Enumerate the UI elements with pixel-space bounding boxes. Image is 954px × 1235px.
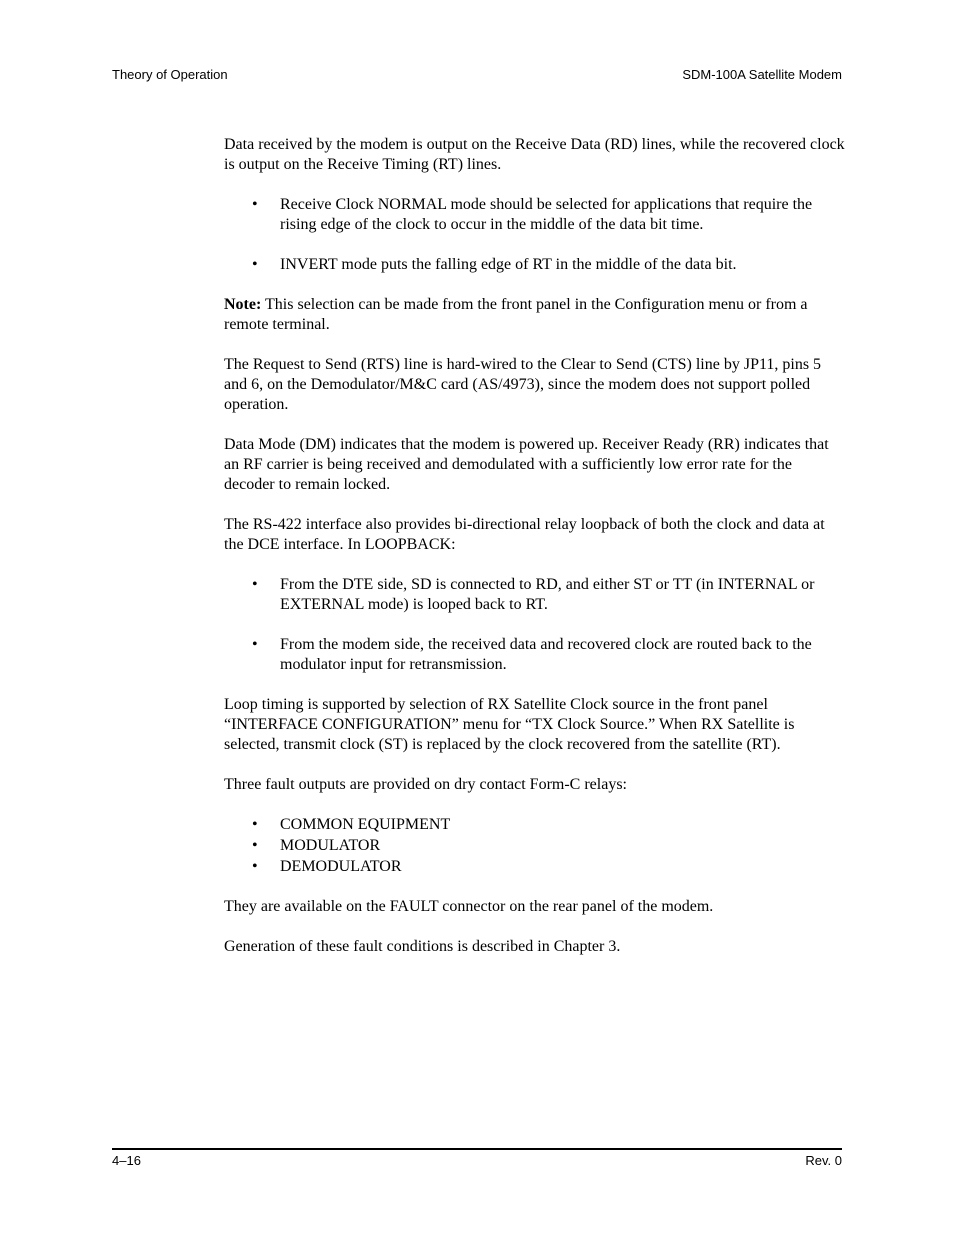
list-item-text: MODULATOR [280, 837, 381, 854]
list-item [224, 195, 846, 235]
paragraph-fault-conditions: Generation of these fault conditions is described in Chapter 3. [224, 938, 621, 955]
paragraph-receive-data: Data received by the modem is output on the Receive Data (RD) lines, while the recovered clock is output on the Receive Timing (RT) lines. [224, 136, 845, 173]
list-item-text: COMMON EQUIPMENT [280, 816, 451, 833]
loopback-list [224, 575, 846, 675]
paragraph-loopback: The RS-422 interface also provides bi-directional relay loopback of both the clock and data at the DCE interface. In LOOPBACK: [224, 516, 825, 553]
list-item [224, 635, 846, 675]
receive-clock-list [224, 195, 846, 275]
list-item-text: From the DTE side, SD is connected to RD, and either ST or TT (in INTERNAL or EXTERNAL mode) is looped back to RT. [280, 576, 815, 613]
list-item-text: Receive Clock NORMAL mode should be selected for applications that require the rising edge of the clock to occur in the middle of the data bit time. [280, 196, 813, 233]
header-document-title: SDM-100A Satellite Modem [682, 67, 842, 82]
page-footer [112, 1148, 842, 1168]
note-label: Note: [224, 296, 262, 313]
header-section-title: Theory of Operation [112, 67, 228, 82]
bullet-icon: • [252, 816, 258, 833]
fault-output-list [224, 815, 846, 877]
list-item-text: From the modem side, the received data and recovered clock are routed back to the modulator input for retransmission. [280, 636, 812, 673]
list-item [224, 815, 846, 835]
page-body [224, 135, 846, 977]
bullet-icon: • [252, 576, 258, 593]
list-item-text: INVERT mode puts the falling edge of RT in the middle of the data bit. [280, 256, 737, 273]
paragraph-fault-connector: They are available on the FAULT connector on the rear panel of the modem. [224, 898, 714, 915]
note [224, 295, 846, 335]
note-text: This selection can be made from the front panel in the Configuration menu or from a remote terminal. [224, 296, 808, 333]
paragraph-data-mode: Data Mode (DM) indicates that the modem is powered up. Receiver Ready (RR) indicates that an RF carrier is being received and demodulated with a sufficiently low error rate for the decoder to remain locked. [224, 436, 829, 493]
list-item [224, 575, 846, 615]
paragraph-rts-cts: The Request to Send (RTS) line is hard-wired to the Clear to Send (CTS) line by JP11, pins 5 and 6, on the Demodulator/M&C card (AS/4973), since the modem does not support polled operation. [224, 356, 822, 413]
paragraph-fault-outputs: Three fault outputs are provided on dry contact Form-C relays: [224, 776, 627, 793]
bullet-icon: • [252, 837, 258, 854]
list-item-text: DEMODULATOR [280, 858, 402, 875]
paragraph-loop-timing: Loop timing is supported by selection of RX Satellite Clock source in the front panel “INTERFACE CONFIGURATION” menu for “TX Clock Source.” When RX Satellite is selected, transmit clock (ST) is replaced by the clock recovered from the satellite (RT). [224, 696, 795, 753]
bullet-icon: • [252, 858, 258, 875]
bullet-icon: • [252, 636, 258, 653]
revision-label: Rev. 0 [805, 1153, 842, 1168]
bullet-icon: • [252, 256, 258, 273]
page-number: 4–16 [112, 1153, 141, 1168]
bullet-icon: • [252, 196, 258, 213]
list-item [224, 255, 846, 275]
list-item [224, 857, 846, 877]
list-item [224, 836, 846, 856]
